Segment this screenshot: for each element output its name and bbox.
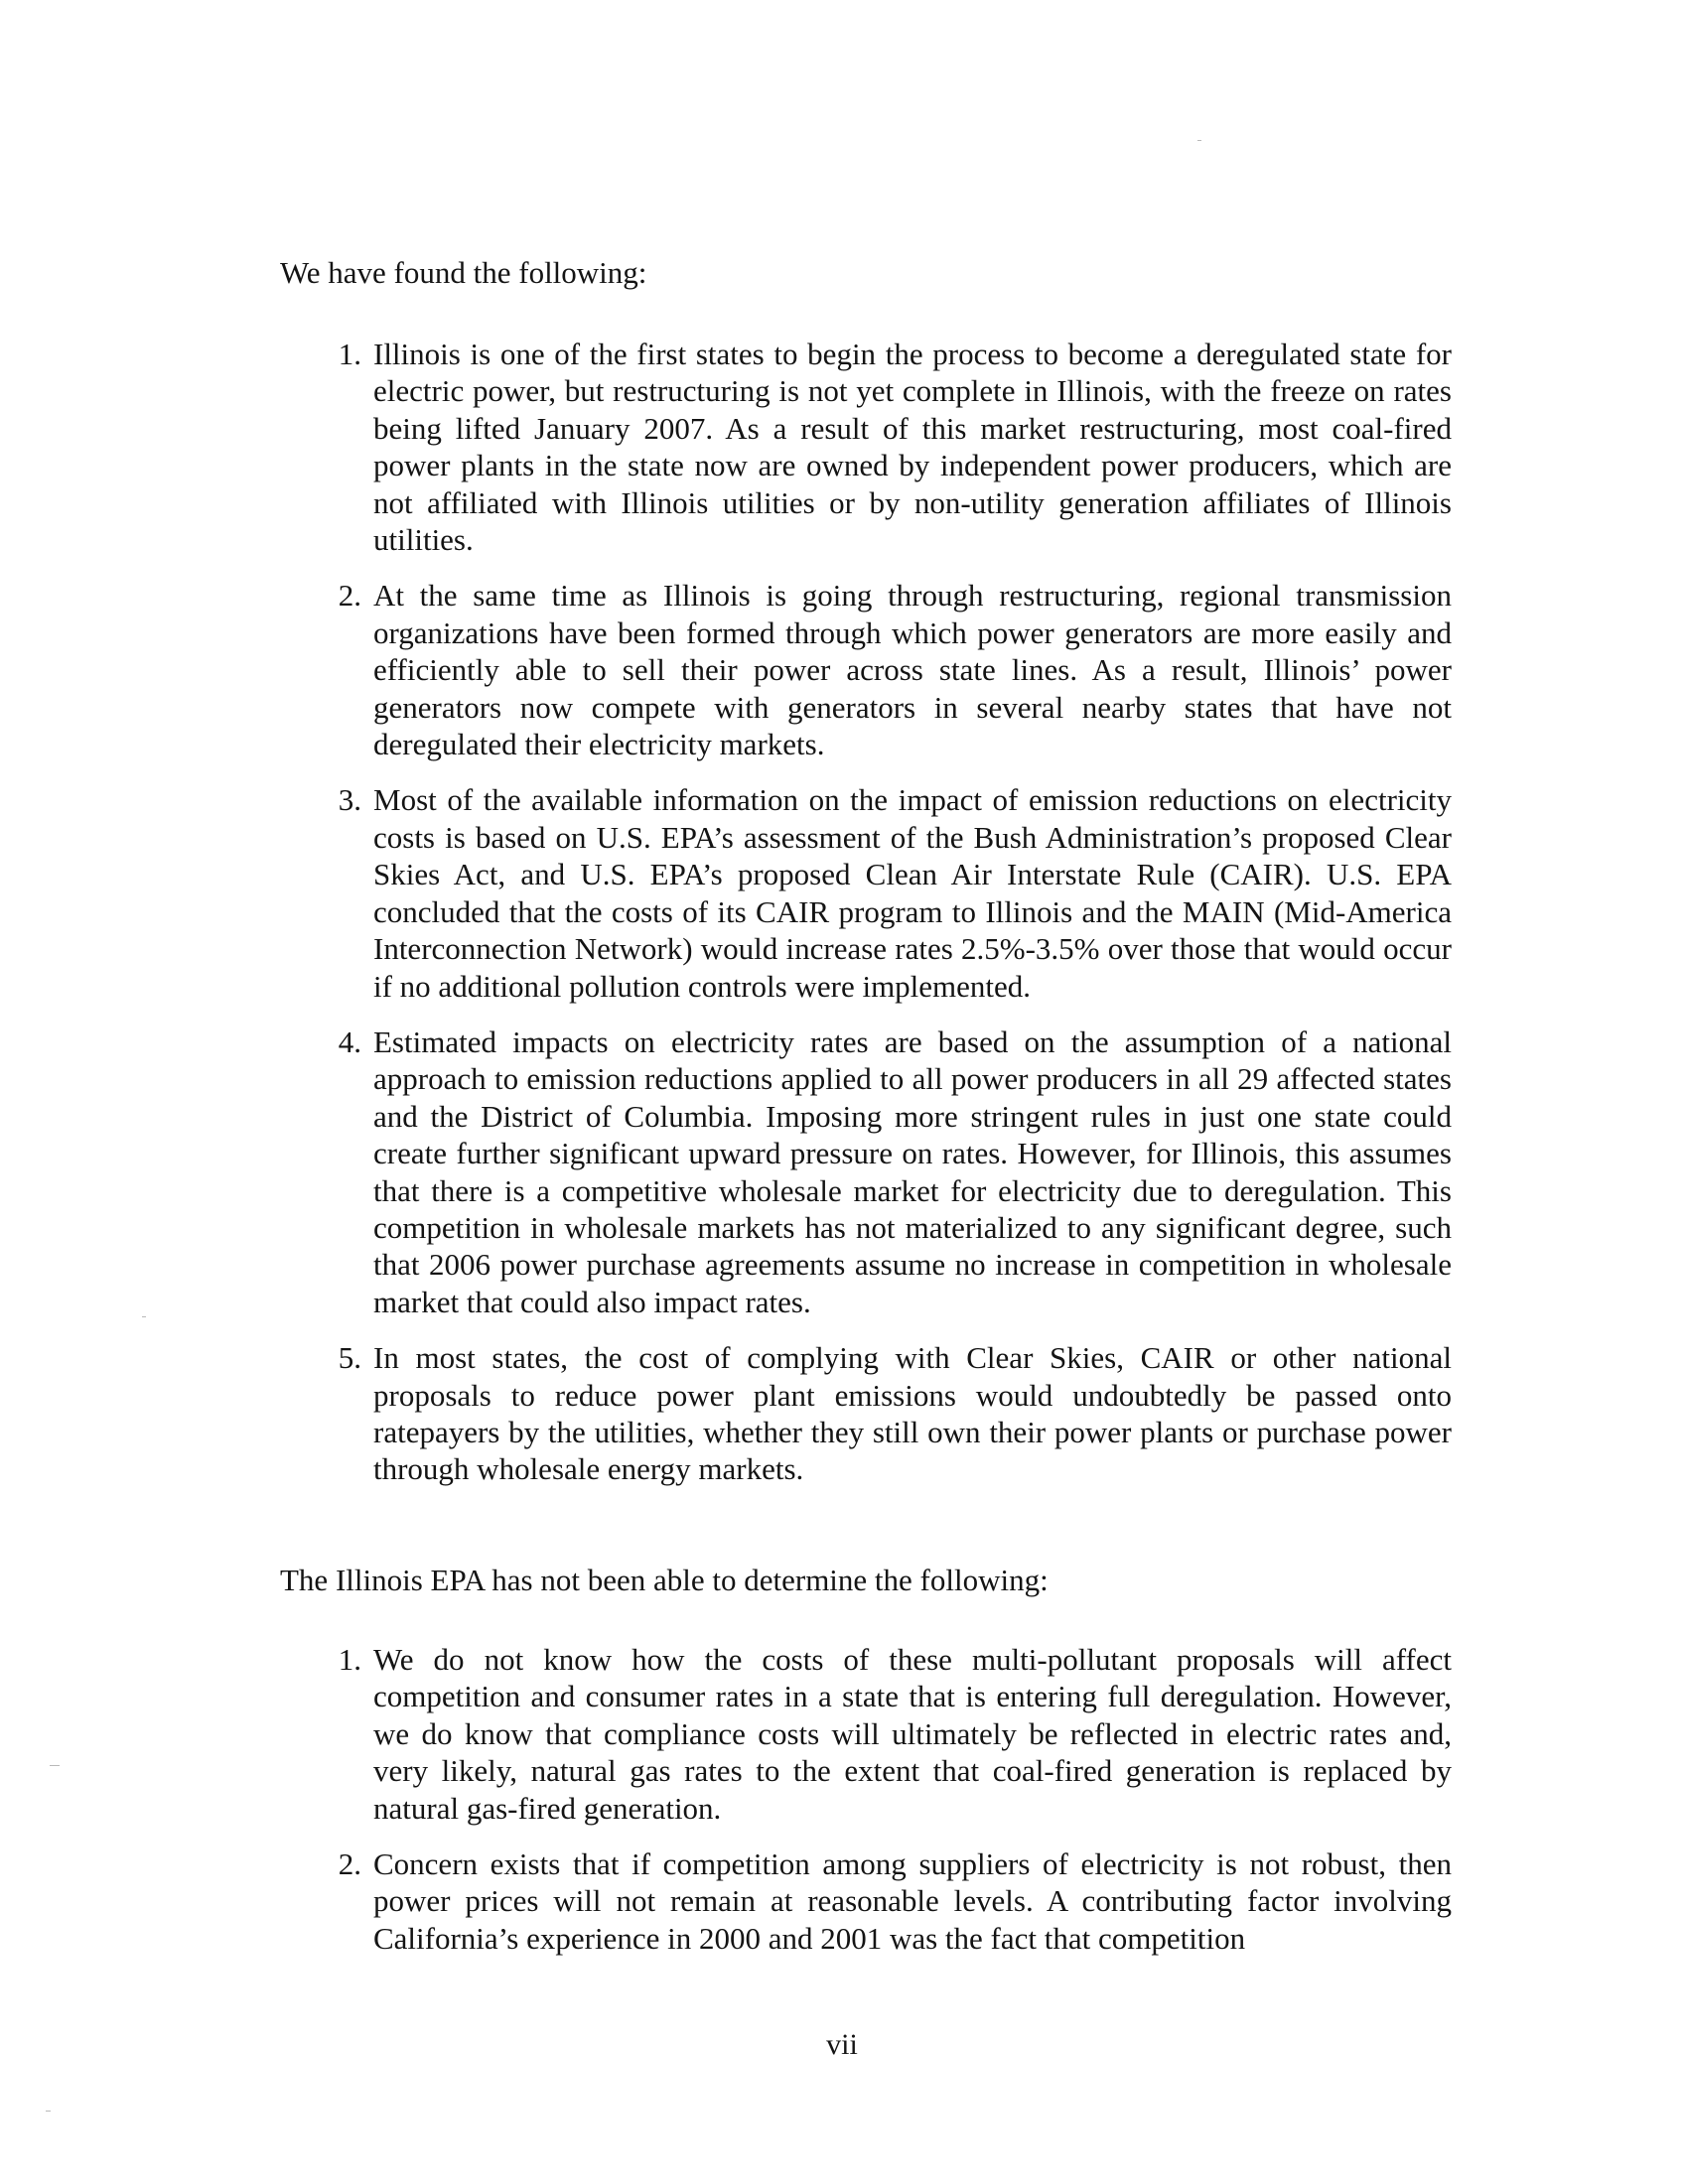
list-item-number: 1. (338, 337, 361, 371)
list-item (338, 577, 1452, 762)
list-item-number: 5. (338, 1340, 361, 1376)
list-item-number: 2. (338, 1846, 361, 1882)
list-item (338, 1641, 1452, 1827)
list-item (338, 1024, 1452, 1320)
list-item (338, 1845, 1452, 1957)
list-item-number: 1. (338, 1642, 361, 1677)
findings-list (338, 336, 1452, 1507)
list-item-number: 4. (338, 1024, 361, 1059)
list-item (338, 336, 1452, 558)
list-item-text: Estimated impacts on electricity rates are based on the assumption of a national approach to emission reductions applied to all power producers in all 29 affected states and the District of Columbia. Imposing more stringent rules in just one state could create further significant upward pressure on rates. However, for Illinois, this assumes that there is a competitive wholesale market for electricity due to deregulation. This competition in wholesale markets has not materialized to any significant degree, such that 2006 power purchase agreements assume no increase in competition in wholesale market that could also impact rates. (373, 1024, 1452, 1319)
scan-speck (46, 2111, 51, 2112)
list-item-text: Most of the available information on the impact of emission reductions on electricity costs is based on U.S. EPA’s assessment of the Bush Administration’s proposed Clear Skies Act, and U.S. EPA’s proposed Clean Air Interstate Rule (CAIR). U.S. EPA concluded that the costs of its CAIR program to Illinois and the MAIN (Mid-America Interconnection Network) would increase rates 2.5%-3.5% over those that would occur if no additional pollution controls were implemented. (373, 782, 1452, 1004)
undetermined-intro: The Illinois EPA has not been able to determine the following: (280, 1563, 1049, 1597)
list-item-text: Concern exists that if competition among suppliers of electricity is not robust, then power prices will not remain at reasonable levels. A contributing factor involving California’s experience in 2000 and 2001 was the fact that competition (373, 1846, 1452, 1956)
list-item-number: 3. (338, 782, 361, 818)
scan-speck (142, 1316, 146, 1317)
list-item-number: 2. (338, 578, 361, 614)
list-item-text: We do not know how the costs of these multi-pollutant proposals will affect competition and consumer rates in a state that is entering full deregulation. However, we do know that compliance costs will ultimately be reflected in electric rates and, very likely, natural gas rates to the extent that coal-fired generation is replaced by natural gas-fired generation. (373, 1642, 1452, 1826)
list-item-text: In most states, the cost of complying with Clear Skies, CAIR or other national proposals to reduce power plant emissions would undoubtedly be passed onto ratepayers by the utilities, whether they still own their power plants or purchase power through wholesale energy markets. (373, 1340, 1452, 1487)
list-item (338, 781, 1452, 1004)
undetermined-list (338, 1641, 1452, 1976)
list-item (338, 1339, 1452, 1488)
findings-intro: We have found the following: (280, 255, 647, 290)
scan-speck (50, 1765, 60, 1766)
list-item-text: Illinois is one of the first states to begin the process to become a deregulated state for electric power, but restructuring is not yet complete in Illinois, with the freeze on rates being lifted January 2007. As a result of this market restructuring, most coal-fired power plants in the state now are owned by independent power producers, which are not affiliated with Illinois utilities or by non-utility generation affiliates of Illinois utilities. (373, 337, 1452, 558)
scan-speck (1197, 140, 1201, 141)
list-item-text: At the same time as Illinois is going through restructuring, regional transmission organizations have been formed through which power generators are more easily and efficiently able to sell their power across state lines. As a result, Illinois’ power generators now compete with generators in several nearby states that have not deregulated their electricity markets. (373, 578, 1452, 762)
page-number: vii (826, 2028, 858, 2061)
